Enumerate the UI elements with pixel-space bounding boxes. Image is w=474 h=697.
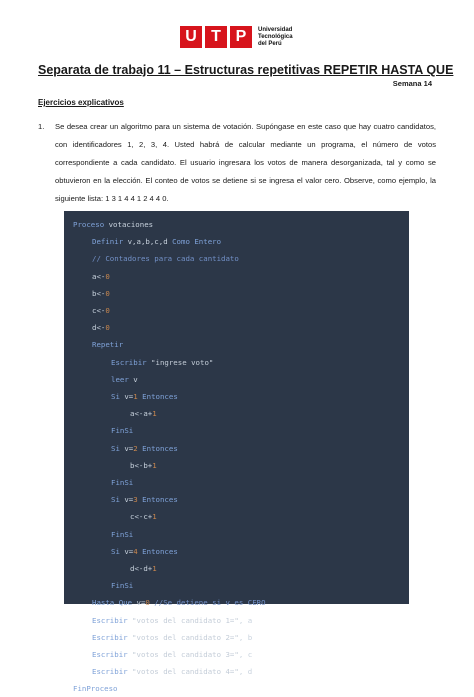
code-token: v= [124, 546, 134, 556]
code-token: , b [238, 632, 253, 642]
code-line [130, 560, 157, 577]
code-line [92, 646, 252, 663]
code-line [92, 268, 110, 285]
code-token: Entonces [137, 546, 178, 556]
logo-letter-u: U [180, 26, 202, 48]
code-token: "votos del candidato 2=" [132, 632, 239, 642]
code-token: 1 [152, 460, 157, 470]
code-token: Entonces [137, 495, 178, 505]
code-token: d<-d+ [130, 564, 153, 573]
code-token: FinSi [111, 581, 134, 591]
code-token: FinSi [111, 478, 134, 487]
code-token: 1 [152, 512, 157, 522]
code-line [92, 612, 252, 629]
code-line [73, 216, 153, 233]
code-token: Escribir [111, 357, 152, 367]
code-token: Repetir [92, 340, 124, 350]
code-token: 4 [133, 546, 138, 556]
code-token: v,a,b,c,d [127, 237, 173, 247]
code-token: v= [124, 495, 134, 505]
code-token: FinSi [111, 529, 134, 539]
code-token: Si [111, 495, 125, 505]
code-token: 0 [105, 288, 110, 298]
code-line [111, 491, 178, 508]
code-line [111, 354, 213, 371]
code-token: 0 [105, 306, 110, 315]
exercise-item [38, 118, 436, 208]
code-token: , a [238, 615, 253, 625]
code-block [64, 211, 409, 694]
code-token: 0 [105, 323, 110, 333]
utp-logo [180, 26, 293, 48]
exercise-text: Se desea crear un algoritmo para un sistema de votación. Supóngase en este caso que hay cuatro candidatos, con identificadores 1, 2, 3, 4. Usted habrá de calcular mediante un programa, el número de votos correspondiente a cada candidato. El usuario ingresara los votos de manera desorganizada, tal y como se obtuvieron en la elección. El conteo de votos se detiene si se ingresa el valor cero. Observe, como ejemplo, la siguiente lista: 1 3 1 4 4 1 2 4 4 0. [55, 122, 436, 203]
logo-text-line-1: Universidad [258, 26, 293, 33]
code-line [130, 508, 157, 525]
code-token: Si [111, 443, 125, 453]
code-line [130, 457, 157, 474]
code-line [111, 388, 178, 405]
code-token: 1 [152, 409, 157, 419]
code-token: c<-c+ [130, 512, 153, 522]
code-token: Escribir [92, 632, 133, 642]
logo-letter-p: P [230, 26, 252, 48]
week-label: Semana 14 [392, 79, 432, 88]
logo-letter-t: T [205, 26, 227, 48]
code-token: v= [124, 443, 134, 453]
code-token: "votos del candidato 3=" [132, 650, 239, 659]
code-token: 0 [145, 598, 150, 608]
code-token: b<-b+ [130, 460, 153, 470]
logo-mark [180, 26, 252, 48]
code-token: 2 [133, 443, 138, 453]
code-token: b<- [92, 288, 106, 298]
code-token: c<- [92, 306, 106, 315]
code-token: a<- [92, 271, 106, 281]
code-token: d<- [92, 323, 106, 333]
logo-text-line-3: del Perú [258, 40, 282, 47]
code-line [92, 594, 266, 611]
logo-text [258, 27, 293, 48]
code-line [111, 577, 133, 594]
logo-text-line-2: Tecnológica [258, 33, 293, 40]
code-token: leer [111, 374, 134, 384]
code-line [92, 302, 110, 319]
code-token: votaciones [108, 220, 154, 229]
code-line [111, 422, 133, 439]
code-line [92, 336, 123, 353]
code-token: a<-a+ [130, 409, 153, 419]
code-token: Si [111, 546, 125, 556]
section-title: Ejercicios explicativos [38, 98, 124, 107]
code-token: Escribir [92, 650, 133, 659]
code-token: Entonces [137, 392, 178, 401]
code-token: //Se detiene si v es CERO [149, 598, 266, 608]
code-line [92, 233, 221, 250]
code-token: v= [136, 598, 146, 608]
exercise-number: 1. [38, 122, 45, 131]
code-token: , d [238, 667, 253, 677]
code-token: "ingrese voto" [151, 357, 214, 367]
code-token: FinProceso [73, 684, 118, 694]
code-line [130, 405, 157, 422]
code-token: Escribir [92, 615, 133, 625]
document-title: Separata de trabajo 11 – Estructuras repetitivas REPETIR HASTA QUE [38, 63, 454, 77]
code-token: // Contadores para cada cantidato [92, 254, 239, 264]
code-line [111, 371, 138, 388]
code-token: 0 [105, 271, 110, 281]
code-line [111, 543, 178, 560]
code-token: "votos del candidato 4=" [132, 667, 239, 677]
code-token: , c [238, 650, 253, 659]
code-line [111, 526, 133, 543]
code-token: v= [124, 392, 134, 401]
code-token: 1 [133, 392, 138, 401]
code-line [92, 250, 239, 267]
code-token: "votos del candidato 1=" [132, 615, 239, 625]
code-line [92, 629, 252, 646]
code-token: Hasta Que [92, 598, 137, 608]
code-token: Escribir [92, 667, 133, 677]
code-token: FinSi [111, 426, 134, 436]
code-token: Como Entero [172, 237, 222, 247]
code-token: Definir [92, 237, 128, 247]
code-token: 1 [152, 564, 157, 573]
code-token: v [133, 374, 138, 384]
code-token: Si [111, 392, 125, 401]
code-line [111, 440, 178, 457]
code-line [92, 319, 110, 336]
code-line [92, 285, 110, 302]
code-token: Proceso [73, 220, 109, 229]
code-line [92, 663, 252, 680]
code-token: 3 [133, 495, 138, 505]
code-token: Entonces [137, 443, 178, 453]
code-line [73, 680, 118, 697]
code-line [111, 474, 133, 491]
